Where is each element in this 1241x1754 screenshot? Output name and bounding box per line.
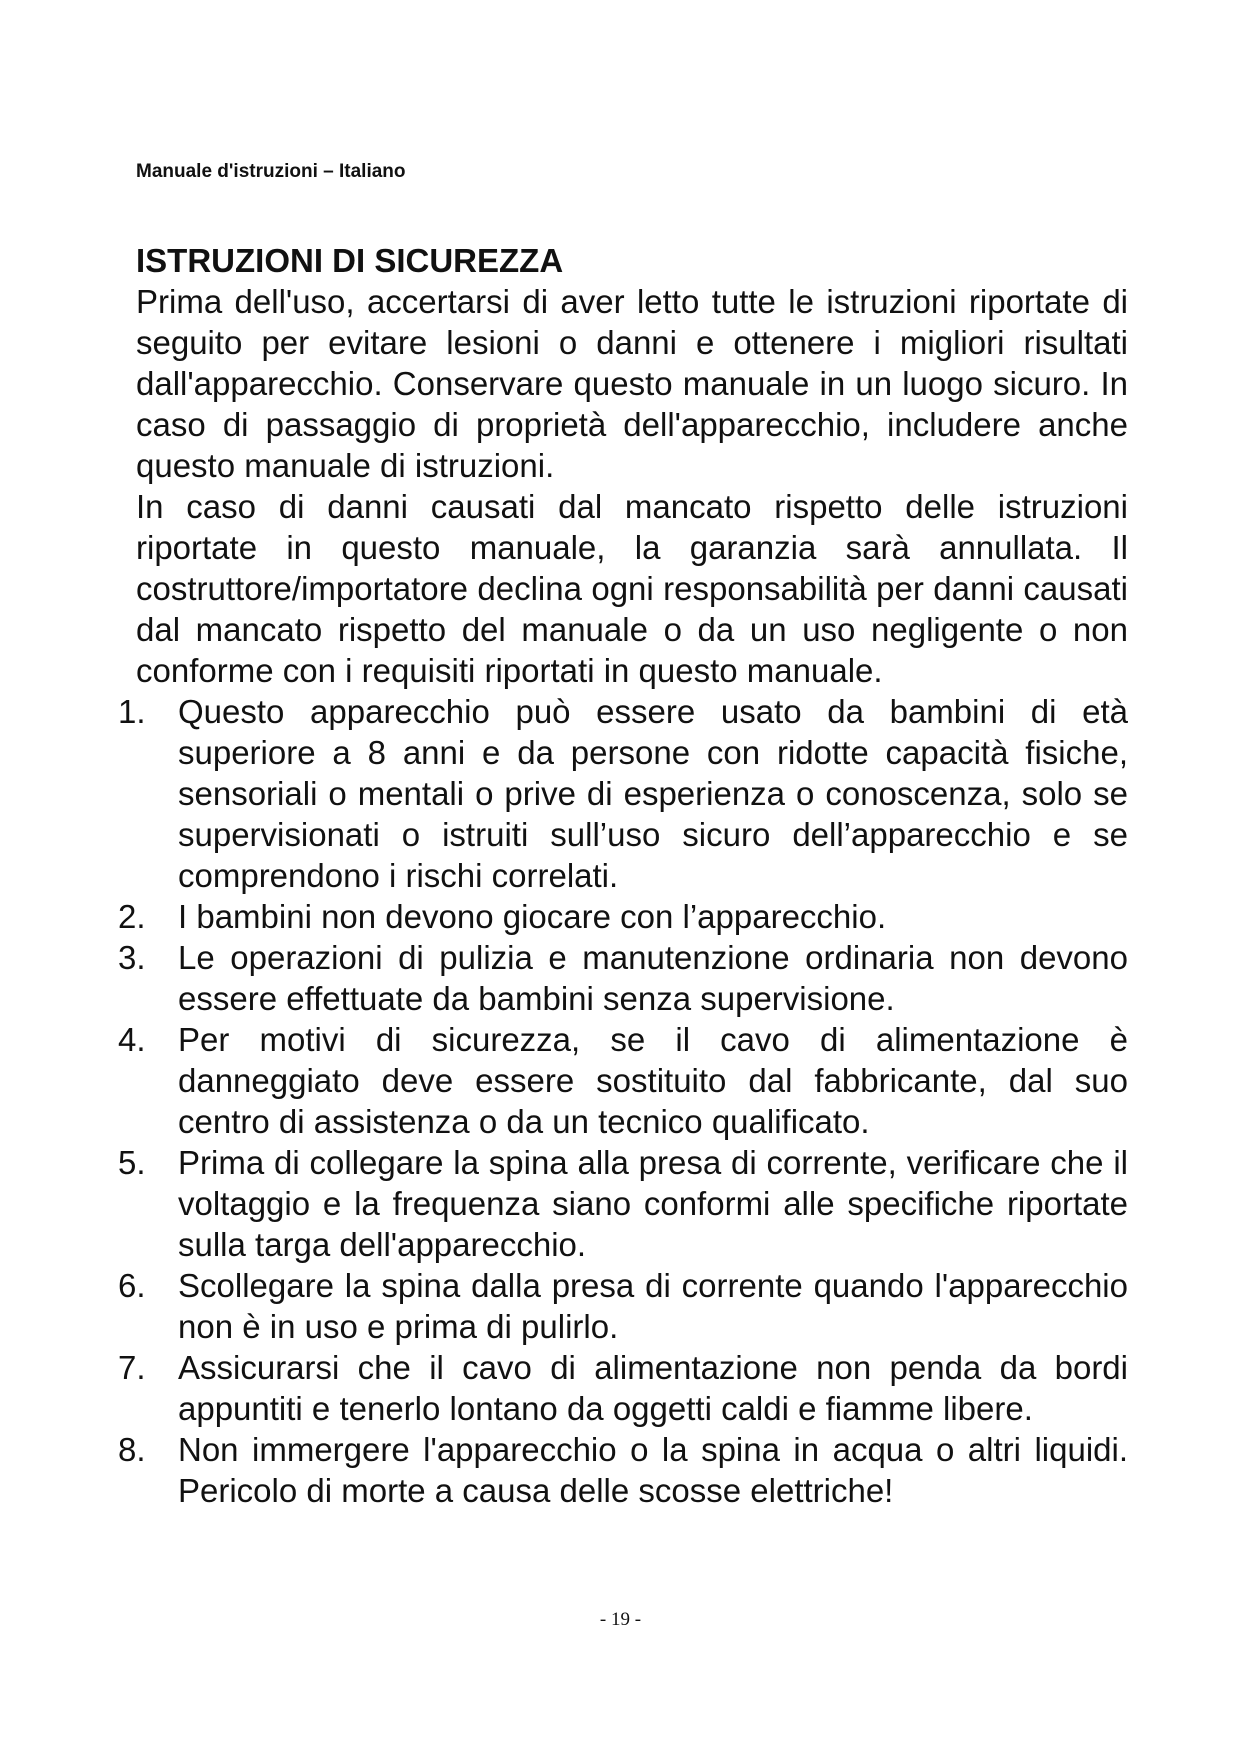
safety-list [118, 691, 1128, 1511]
list-item-text: Le operazioni di pulizia e manutenzione ordinaria non devono essere effettuate da bambini senza supervisione. [178, 939, 1128, 1017]
list-item-number: 8. [118, 1431, 146, 1468]
list-item [118, 1347, 1128, 1429]
warranty-paragraph: In caso di danni causati dal mancato rispetto delle istruzioni riportate in questo manuale, la garanzia sarà annullata. Il costruttore/importatore declina ogni responsabilità per danni causati dal mancato rispetto del manuale o da un uso negligente o non conforme con i requisiti riportati in questo manuale. [136, 488, 1128, 689]
list-item-text: Per motivi di sicurezza, se il cavo di alimentazione è danneggiato deve essere sostituito dal fabbricante, dal suo centro di assistenza o da un tecnico qualificato. [178, 1021, 1128, 1140]
list-item [118, 1019, 1128, 1142]
list-item [118, 937, 1128, 1019]
list-item [118, 1429, 1128, 1511]
list-item-number: 3. [118, 939, 146, 976]
list-item-number: 5. [118, 1144, 146, 1181]
list-item-text: Prima di collegare la spina alla presa di corrente, verificare che il voltaggio e la frequenza siano conformi alle specifiche riportate sulla targa dell'apparecchio. [178, 1144, 1128, 1263]
list-item-text: Questo apparecchio può essere usato da bambini di età superiore a 8 anni e da persone con ridotte capacità fisiche, sensoriali o mentali o prive di esperienza o conoscenza, solo se supervisionati o istruiti sull’uso sicuro dell’apparecchio e se comprendono i rischi correlati. [178, 693, 1128, 894]
list-item-text: I bambini non devono giocare con l’apparecchio. [178, 898, 887, 935]
section-title: ISTRUZIONI DI SICUREZZA [136, 242, 564, 279]
list-item [118, 1265, 1128, 1347]
list-item-text: Assicurarsi che il cavo di alimentazione non penda da bordi appuntiti e tenerlo lontano da oggetti caldi e fiamme libere. [178, 1349, 1128, 1427]
running-header: Manuale d'istruzioni – Italiano [136, 161, 406, 182]
list-item [118, 691, 1128, 896]
list-item-number: 6. [118, 1267, 146, 1304]
list-item-number: 4. [118, 1021, 146, 1058]
list-item-text: Non immergere l'apparecchio o la spina in acqua o altri liquidi. Pericolo di morte a causa delle scosse elettriche! [178, 1431, 1128, 1509]
list-item-number: 2. [118, 898, 146, 935]
list-item [118, 1142, 1128, 1265]
safety-section [118, 240, 1128, 1511]
page-number: - 19 - [599, 1609, 642, 1630]
list-item-number: 1. [118, 693, 146, 730]
list-item-text: Scollegare la spina dalla presa di corrente quando l'apparecchio non è in uso e prima di pulirlo. [178, 1267, 1128, 1345]
intro-paragraph: Prima dell'uso, accertarsi di aver letto tutte le istruzioni riportate di seguito per evitare lesioni o danni e ottenere i migliori risultati dall'apparecchio. Conservare questo manuale in un luogo sicuro. In caso di passaggio di proprietà dell'apparecchio, includere anche questo manuale di istruzioni. [136, 283, 1128, 484]
list-item-number: 7. [118, 1349, 146, 1386]
list-item [118, 896, 1128, 937]
